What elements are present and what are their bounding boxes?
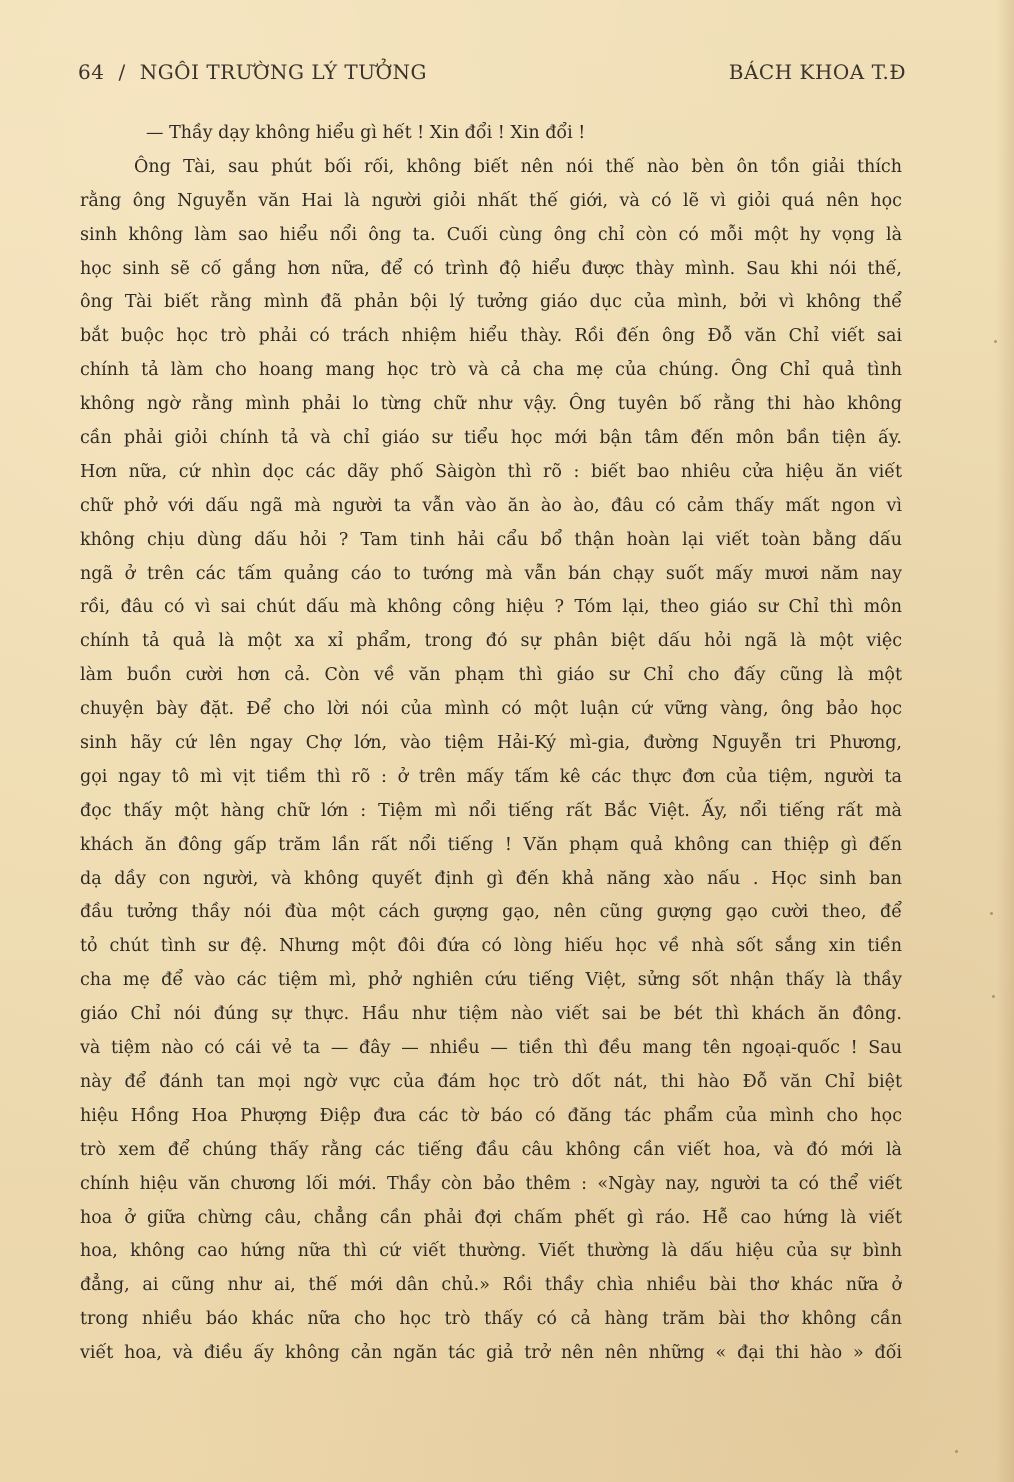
text-line: chữ phở với dấu ngã mà người ta vẫn vào ăn ào ào, đâu có cảm thấy mất ngon vì xyxy=(80,495,902,516)
page-header xyxy=(78,60,906,90)
paper-speck xyxy=(990,912,993,915)
header-separator: / xyxy=(118,60,126,84)
text-line: — Thầy dạy không hiểu gì hết ! Xin đổi ! Xin đổi ! xyxy=(146,123,586,143)
header-left xyxy=(78,60,427,84)
text-line: sinh hãy cứ lên ngay Chợ lớn, vào tiệm Hải-Ký mì-gia, đường Nguyễn tri Phương, xyxy=(80,733,902,754)
text-line: hoa, không cao hứng nữa thì cứ viết thường. Viết thường là dấu hiệu của sự bình xyxy=(80,1241,902,1262)
text-line: trò xem để chúng thấy rằng các tiếng đầu câu không cần viết hoa, và đó mới là xyxy=(80,1139,902,1160)
text-line: khách ăn đông gấp trăm lần rất nổi tiếng ! Văn phạm quả không can thiệp gì đến xyxy=(80,834,902,855)
running-title: NGÔI TRƯỜNG LÝ TƯỞNG xyxy=(139,60,427,84)
page-edge-shadow xyxy=(996,0,1014,1482)
text-line: gọi ngay tô mì vịt tiềm thì rõ : ở trên mấy tấm kê các thực đơn của tiệm, người ta xyxy=(80,766,902,787)
text-line: chuyện bày đặt. Để cho lời nói của mình có một luận cứ vững vàng, ông bảo học xyxy=(80,699,902,720)
paper-speck xyxy=(955,1450,958,1453)
text-line: rằng ông Nguyễn văn Hai là người giỏi nhất thế giới, và có lẽ vì giỏi quá nên học xyxy=(80,190,902,211)
text-line: và tiệm nào có cái vẻ ta — đây — nhiều — tiền thì đều mang tên ngoại-quốc ! Sau xyxy=(80,1038,902,1059)
text-line: làm buồn cười hơn cả. Còn về văn phạm thì giáo sư Chỉ cho đấy cũng là một xyxy=(80,665,902,686)
text-line: hiệu Hồng Hoa Phượng Điệp đưa các tờ báo có đăng tác phẩm của mình cho học xyxy=(80,1105,902,1126)
text-line: chính hiệu văn chương lối mới. Thầy còn bảo thêm : «Ngày nay, người ta có thể viết xyxy=(80,1173,902,1194)
paper-speck xyxy=(994,340,997,343)
text-line: đọc thấy một hàng chữ lớn : Tiệm mì nổi tiếng rất Bắc Việt. Ấy, nổi tiếng rất mà xyxy=(80,800,902,821)
text-line: học sinh sẽ cố gắng hơn nữa, để có trình độ hiểu được thày mình. Sau khi nói thế, xyxy=(80,258,902,279)
text-line: ông Tài biết rằng mình đã phản bội lý tưởng giáo dục của mình, bởi vì không thể xyxy=(80,292,902,313)
text-line: không chịu dùng dấu hỏi ? Tam tinh hải cẩu bổ thận hoàn lại viết toàn bằng dấu xyxy=(80,529,902,550)
text-line: ngã ở trên các tấm quảng cáo to tướng mà vẫn bán chạy suốt mấy mươi năm nay xyxy=(80,563,902,584)
text-line: cha mẹ để vào các tiệm mì, phở nghiên cứu tiếng Việt, sửng sốt nhận thấy là thầy xyxy=(80,970,902,991)
text-line: rồi, đâu có vì sai chút dấu mà không công hiệu ? Tóm lại, theo giáo sư Chỉ thì môn xyxy=(80,597,902,618)
text-line: sinh không làm sao hiểu nổi ông ta. Cuối cùng ông chỉ còn có mỗi một hy vọng là xyxy=(80,224,902,245)
text-line: đầu tưởng thầy nói đùa một cách gượng gạo, nên cũng gượng gạo cười theo, để xyxy=(80,902,902,923)
text-line: này để đánh tan mọi ngờ vực của đám học trò dốt nát, thi hào Đỗ văn Chỉ biệt xyxy=(80,1071,902,1092)
text-line: cần phải giỏi chính tả và chỉ giáo sư tiểu học mới bận tâm đến môn bần tiện ấy. xyxy=(80,428,902,449)
text-line: chính tả làm cho hoang mang học trò và cả cha mẹ của chúng. Ông Chỉ quả tình xyxy=(80,360,902,381)
text-line: viết hoa, và điều ấy không cản ngăn tác giả trở nên nên những « đại thi hào » đối xyxy=(80,1343,902,1364)
paper-speck xyxy=(992,995,995,998)
publication-title: BÁCH KHOA T.Đ xyxy=(728,60,906,84)
article-body xyxy=(80,117,902,1371)
page-number: 64 xyxy=(78,60,105,84)
text-line: tỏ chút tình sư đệ. Nhưng một đôi đứa có lòng hiếu học về nhà sốt sắng xin tiền xyxy=(80,936,902,957)
text-line: chính tả quả là một xa xỉ phẩm, trong đó sự phân biệt dấu hỏi ngã là một việc xyxy=(80,631,902,652)
text-line: giáo Chỉ nói đúng sự thực. Hầu như tiệm nào viết sai be bét thì khách ăn đông. xyxy=(80,1004,902,1025)
text-line: Hơn nữa, cứ nhìn dọc các dãy phố Sàigòn thì rõ : biết bao nhiêu cửa hiệu ăn viết xyxy=(80,461,902,482)
text-line: bắt buộc học trò phải có trách nhiệm hiểu thày. Rồi đến ông Đỗ văn Chỉ viết sai xyxy=(80,326,902,347)
text-line: Ông Tài, sau phút bối rối, không biết nên nói thế nào bèn ôn tồn giải thích xyxy=(134,156,902,177)
text-line: hoa ở giữa chừng câu, chẳng cần phải đợi chấm phết gì ráo. Hễ cao hứng là viết xyxy=(80,1207,902,1228)
text-line: không ngờ rằng mình phải lo từng chữ như vậy. Ông tuyên bố rằng thi hào không xyxy=(80,394,902,415)
text-line: dạ dầy con người, và không quyết định gì đến khả năng xào nấu . Học sinh ban xyxy=(80,868,902,889)
text-line: trong nhiều báo khác nữa cho học trò thấy có cả hàng trăm bài thơ không cần xyxy=(80,1309,902,1330)
text-line: đẳng, ai cũng như ai, thế mới dân chủ.» Rồi thầy chìa nhiều bài thơ khác nữa ở xyxy=(80,1275,902,1296)
